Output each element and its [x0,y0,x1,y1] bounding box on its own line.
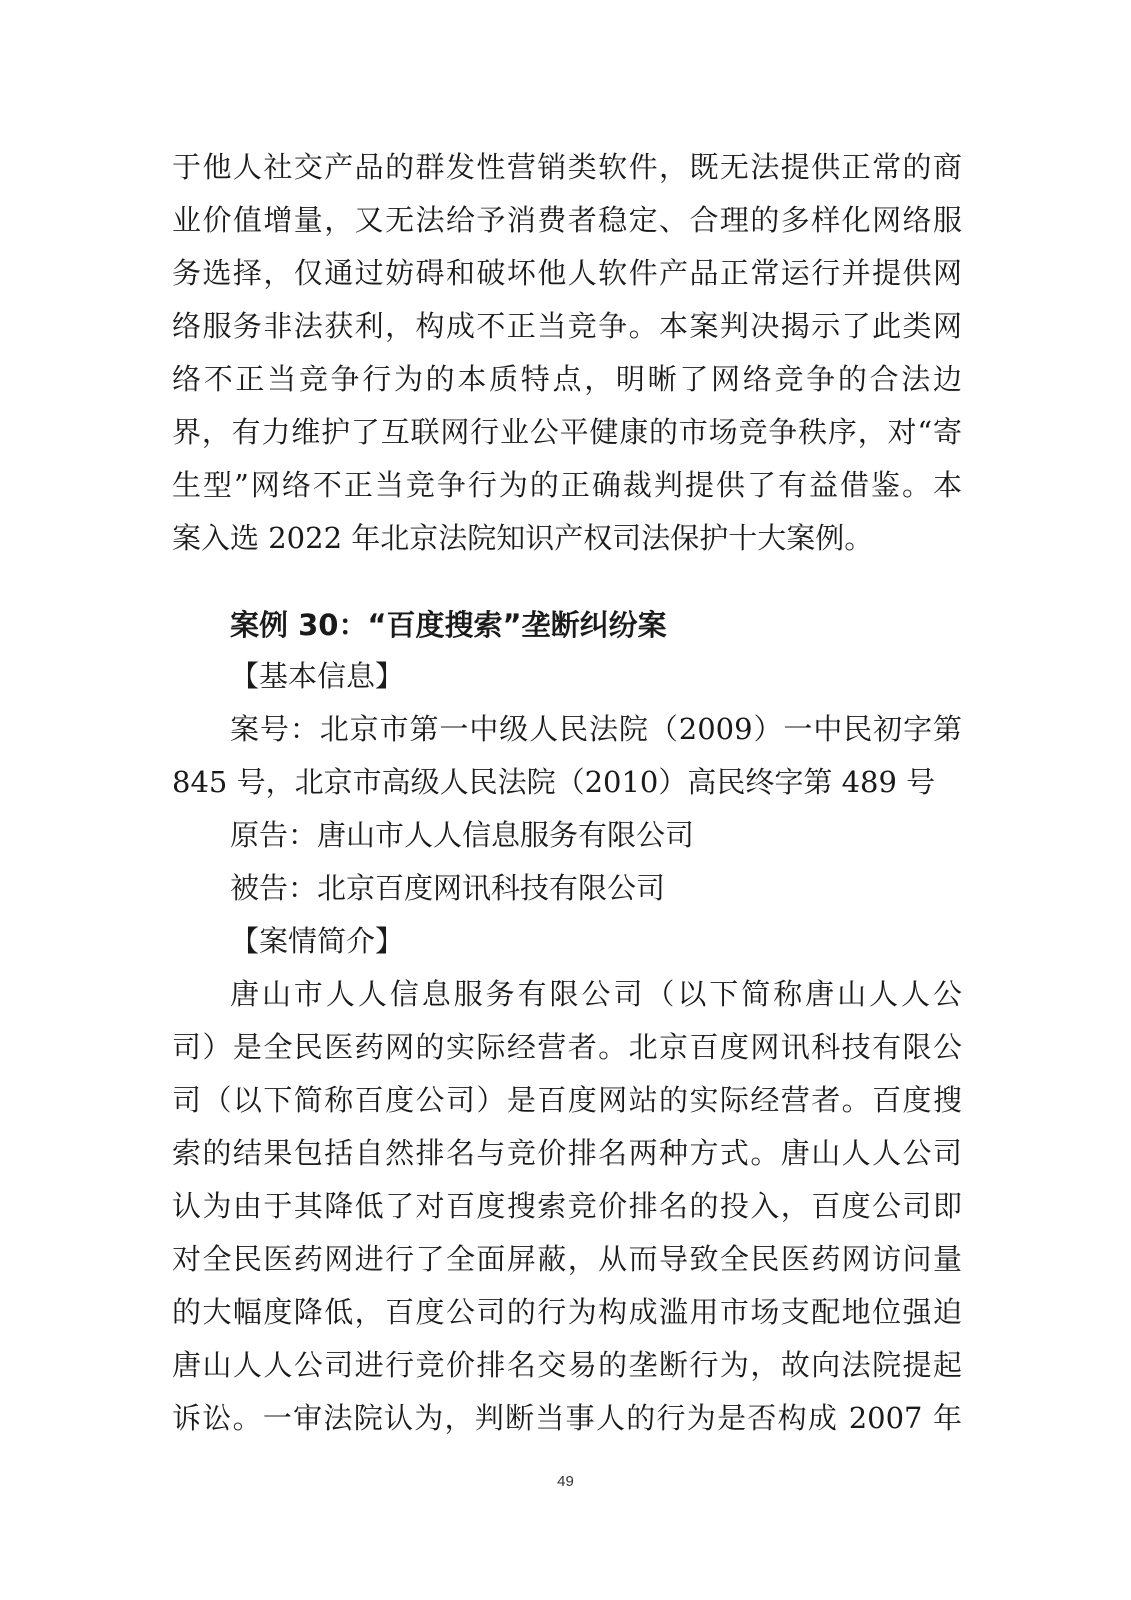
case-title: 案例 30：“百度搜索”垄断纠纷案 [230,608,667,642]
summary-header: 【案情简介】 [230,924,405,958]
paragraph-line: 对全民医药网进行了全面屏蔽，从而导致全民医药网访问量 [172,1242,962,1276]
paragraph-line: 唐山市人人信息服务有限公司（以下简称唐山人人公 [230,977,962,1011]
case-number-line: 案号：北京市第一中级人民法院（2009）一中民初字第 [230,712,962,746]
paragraph-line: 唐山人人公司进行竞价排名交易的垄断行为，故向法院提起 [172,1348,962,1382]
case-summary-paragraph [172,968,962,1445]
basic-info-header: 【基本信息】 [230,659,405,693]
paragraph-line: 络不正当竞争行为的本质特点，明晰了网络竞争的合法边 [172,362,962,396]
basic-info-section [172,650,962,968]
paragraph-line: 络服务非法获利，构成不正当竞争。本案判决揭示了此类网 [172,309,962,343]
paragraph-line: 司（以下简称百度公司）是百度网站的实际经营者。百度搜 [172,1083,962,1117]
paragraph-line: 界，有力维护了互联网行业公平健康的市场竞争秩序，对“寄 [172,415,962,449]
paragraph-line: 案入选 2022 年北京法院知识产权司法保护十大案例。 [172,521,874,555]
page-number: 49 [557,1473,574,1490]
paragraph-line: 司）是全民医药网的实际经营者。北京百度网讯科技有限公 [172,1030,962,1064]
paragraph-line: 业价值增量，又无法给予消费者稳定、合理的多样化网络服 [172,203,962,237]
paragraph-line: 于他人社交产品的群发性营销类软件，既无法提供正常的商 [172,150,962,184]
paragraph-line: 索的结果包括自然排名与竞价排名两种方式。唐山人人公司 [172,1136,962,1170]
case-number-line: 845 号，北京市高级人民法院（2010）高民终字第 489 号 [172,765,936,799]
previous-paragraph [172,141,962,565]
paragraph-line: 诉讼。一审法院认为，判断当事人的行为是否构成 2007 年 [172,1401,962,1435]
defendant-line: 被告：北京百度网讯科技有限公司 [230,871,666,905]
paragraph-line: 认为由于其降低了对百度搜索竞价排名的投入，百度公司即 [172,1189,962,1223]
plaintiff-line: 原告：唐山市人人信息服务有限公司 [230,818,695,852]
paragraph-line: 务选择，仅通过妨碍和破坏他人软件产品正常运行并提供网 [172,256,962,290]
paragraph-line: 的大幅度降低，百度公司的行为构成滥用市场支配地位强迫 [172,1295,962,1329]
paragraph-line: 生型”网络不正当竞争行为的正确裁判提供了有益借鉴。本 [172,468,962,502]
